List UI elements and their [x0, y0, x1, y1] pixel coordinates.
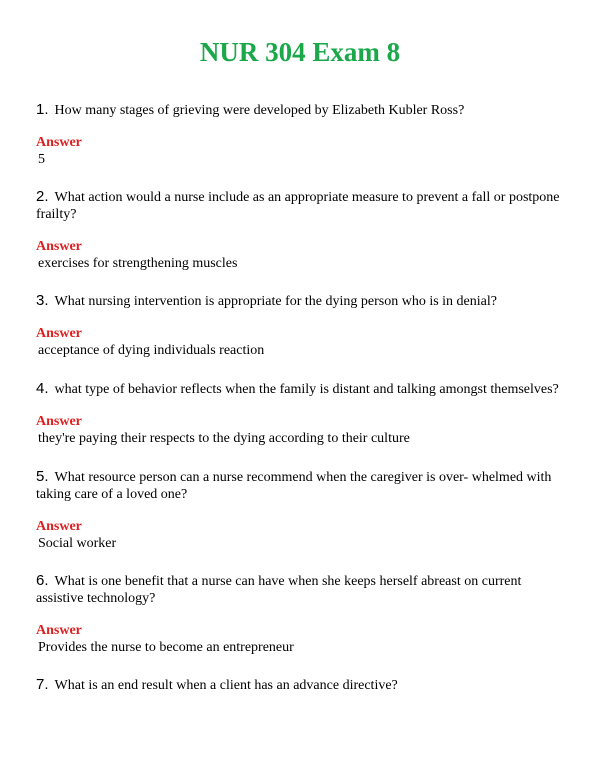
page-title: NUR 304 Exam 8: [199, 37, 401, 67]
question-text: What action would a nurse include as an appropriate measure to prevent a fall or postpone frailty?: [36, 190, 560, 222]
question-block-4: [36, 380, 566, 447]
answer-label: Answer: [36, 623, 82, 638]
answer-text: Provides the nurse to become an entrepreneur: [38, 640, 294, 655]
question-block-5: [36, 468, 566, 552]
question-text: What resource person can a nurse recommend when the caregiver is over- whelmed with taking care of a loved one?: [36, 470, 552, 502]
question-1: [36, 101, 566, 119]
question-text: What is an end result when a client has an advance directive?: [54, 678, 398, 693]
question-block-2: [36, 188, 566, 272]
question-number: 2.: [36, 188, 49, 205]
answer-text: acceptance of dying individuals reaction: [38, 343, 265, 358]
answer-label: Answer: [36, 239, 82, 254]
question-7: [36, 676, 566, 694]
question-number: 6.: [36, 572, 49, 589]
question-block-7: [36, 676, 566, 694]
question-number: 3.: [36, 292, 49, 309]
answer-text: 5: [38, 152, 45, 167]
answer-label: Answer: [36, 326, 82, 341]
answer-text: they're paying their respects to the dying according to their culture: [38, 431, 410, 446]
question-number: 4.: [36, 380, 49, 397]
question-number: 7.: [36, 676, 49, 693]
question-3: [36, 292, 566, 310]
question-text: what type of behavior reflects when the family is distant and talking amongst themselves?: [54, 382, 559, 397]
question-block-6: [36, 572, 566, 656]
question-number: 1.: [36, 101, 49, 118]
question-5: [36, 468, 566, 503]
question-number: 5.: [36, 468, 49, 485]
answer-label: Answer: [36, 519, 82, 534]
answer-text: Social worker: [38, 536, 117, 551]
question-2: [36, 188, 566, 223]
question-block-3: [36, 292, 566, 359]
question-4: [36, 380, 566, 398]
question-6: [36, 572, 566, 607]
question-text: What nursing intervention is appropriate for the dying person who is in denial?: [54, 294, 497, 309]
answer-label: Answer: [36, 414, 82, 429]
answer-label: Answer: [36, 135, 82, 150]
question-text: What is one benefit that a nurse can have when she keeps herself abreast on current assistive technology?: [36, 574, 522, 606]
question-text: How many stages of grieving were developed by Elizabeth Kubler Ross?: [54, 103, 465, 118]
answer-text: exercises for strengthening muscles: [38, 256, 238, 271]
question-block-1: [36, 101, 566, 168]
